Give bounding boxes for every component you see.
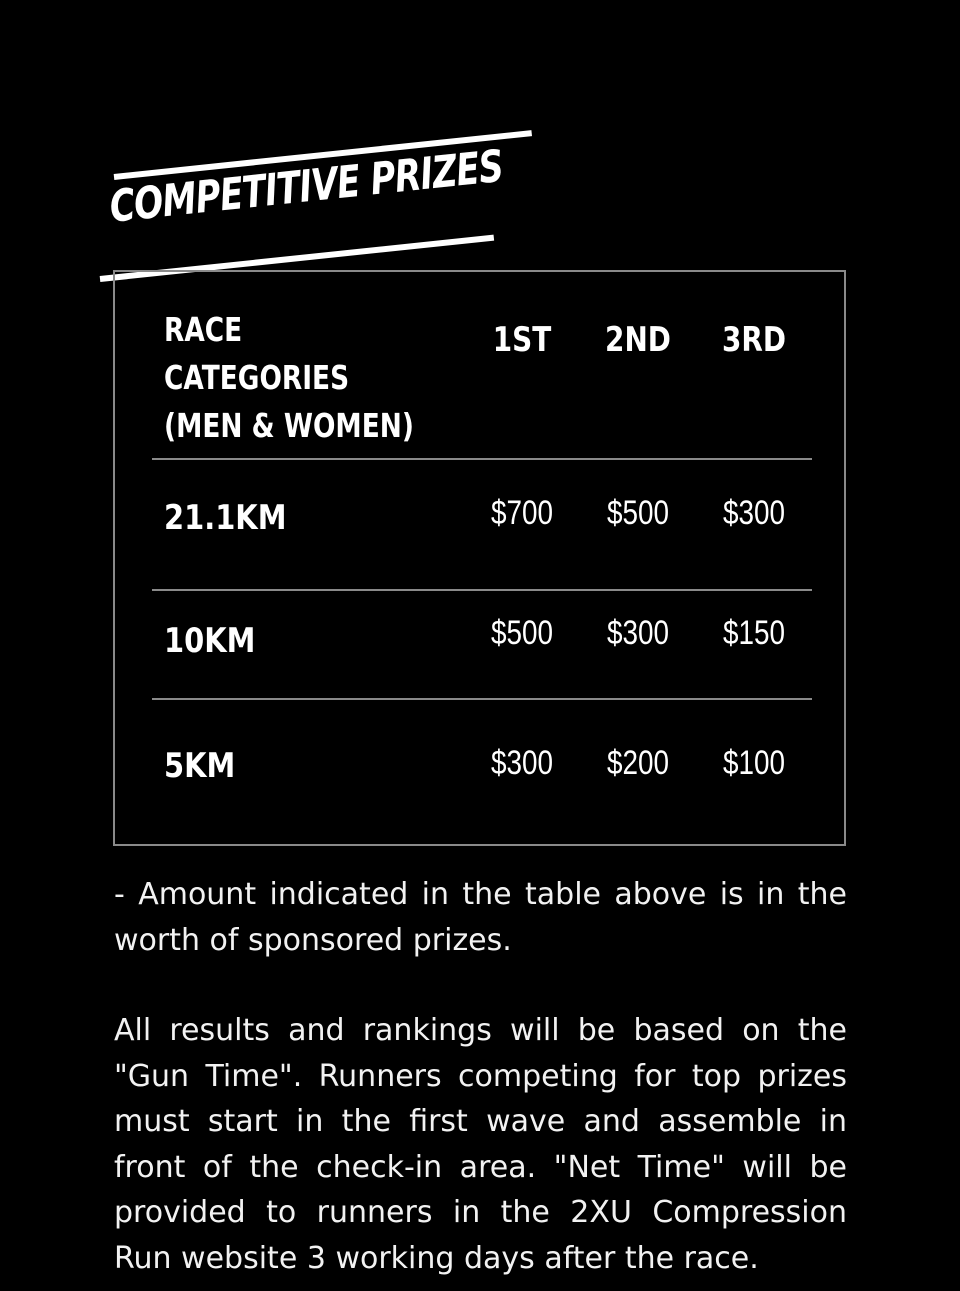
page-title: COMPETITIVE PRIZES (107, 140, 506, 233)
prize-3rd: $300 (722, 494, 786, 532)
section-heading (100, 70, 530, 233)
category-column-header (164, 306, 414, 450)
race-category: 10KM (164, 621, 256, 661)
row-divider (152, 698, 812, 700)
prize-2nd: $200 (606, 744, 670, 782)
prize-3rd: $150 (722, 614, 786, 652)
prize-table (113, 270, 846, 846)
prize-1st: $300 (490, 744, 554, 782)
prize-1st: $500 (490, 614, 554, 652)
place-header-3rd: 3RD (721, 320, 787, 360)
row-divider (152, 589, 812, 591)
race-category: 21.1KM (164, 498, 287, 538)
category-header-line: (MEN & WOMEN) (164, 406, 414, 445)
prize-2nd: $300 (606, 614, 670, 652)
race-category: 5KM (164, 746, 236, 786)
prize-disclaimer: - Amount indicated in the table above is in the worth of sponsored prizes. (114, 877, 847, 958)
prize-2nd: $500 (606, 494, 670, 532)
category-header-line: RACE (164, 310, 243, 349)
row-divider (152, 458, 812, 460)
category-header-line: CATEGORIES (164, 358, 350, 397)
timing-note: All results and rankings will be based on the "Gun Time". Runners competing for top prizes must start in the first wave and assemble in front of the check-in area. "Net Time" will be provided to runners in the 2XU Compression Run website 3 working days after the race. (114, 1013, 847, 1276)
place-header-2nd: 2ND (605, 320, 671, 360)
place-header-1st: 1ST (492, 320, 552, 360)
prize-3rd: $100 (722, 744, 786, 782)
prize-1st: $700 (490, 494, 554, 532)
